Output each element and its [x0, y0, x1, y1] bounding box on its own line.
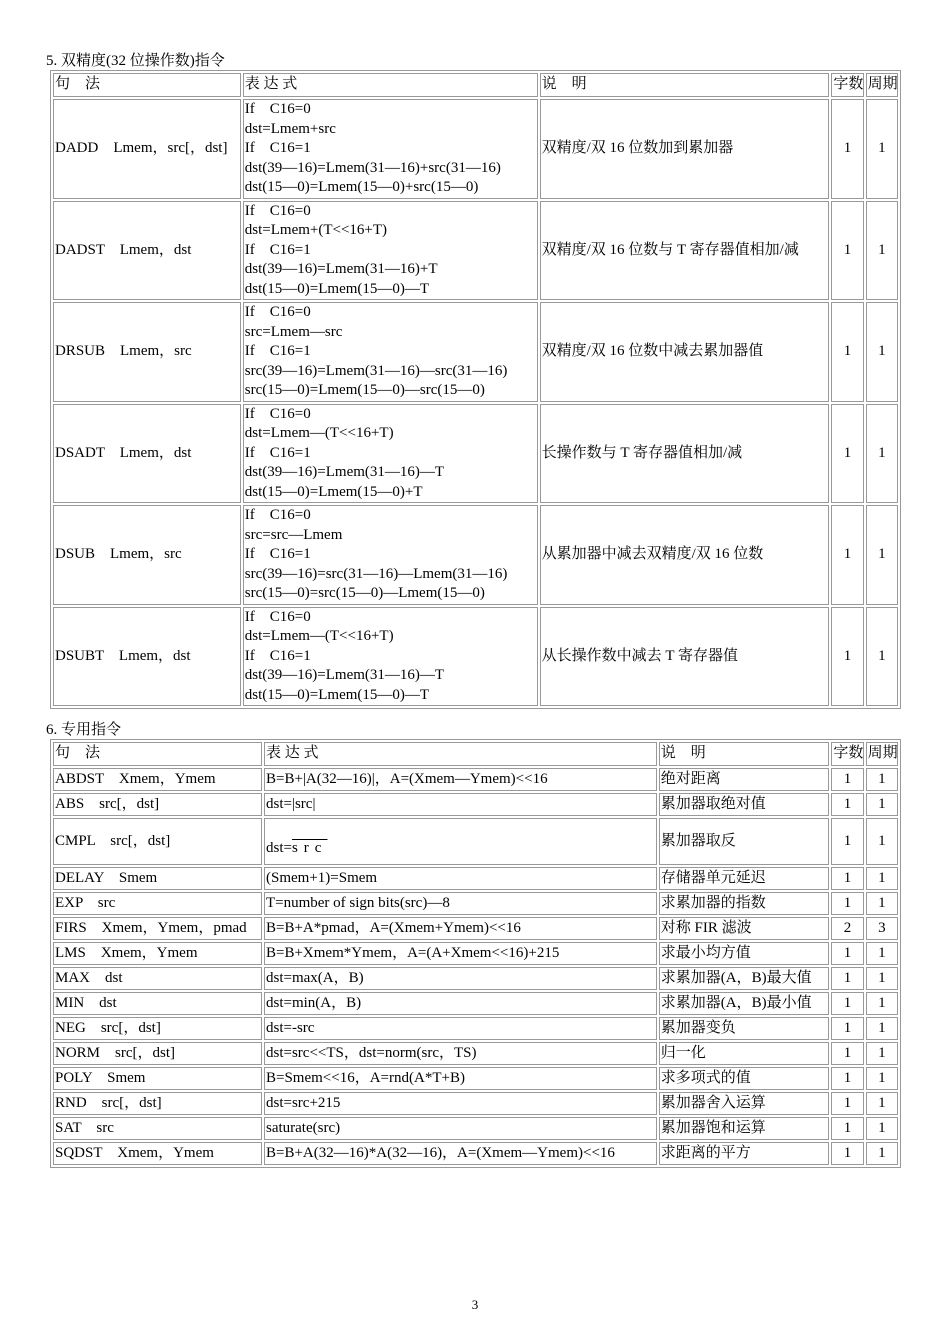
expression-line: If C16=1 [244, 140, 311, 156]
expression-line: If C16=0 [244, 304, 311, 320]
syntax-cell: POLY Smem [53, 1067, 262, 1090]
cycles-cell: 1 [866, 793, 898, 816]
words-cell: 1 [831, 1042, 863, 1065]
table-row [53, 302, 898, 402]
words-cell: 1 [831, 1092, 863, 1115]
expression-cell: dst=min(A，B) [264, 992, 657, 1015]
expression-line: src(39—16)=src(31—16)—Lmem(31—16) [244, 565, 508, 582]
description-cell: 归一化 [659, 1042, 830, 1065]
table-row [53, 1017, 898, 1040]
cycles-cell: 1 [866, 1142, 898, 1165]
syntax-cell: DSUB Lmem，src [53, 505, 241, 605]
expression-line: dst=Lmem—(T<<16+T) [244, 425, 394, 441]
words-cell: 1 [831, 768, 863, 791]
description-cell: 累加器饱和运算 [659, 1117, 830, 1140]
header-expression: 表 达 式 [243, 73, 538, 97]
expression-line: dst=Lmem+src [244, 120, 336, 137]
table-row [53, 505, 898, 605]
syntax-cell: DSUBT Lmem，dst [53, 607, 241, 707]
expression-line: If C16=1 [244, 546, 311, 562]
table-row [53, 201, 898, 301]
expression-cell [243, 607, 538, 707]
header-words: 字数 [831, 73, 863, 97]
expression-line: src(39—16)=Lmem(31—16)—src(31—16) [244, 362, 508, 379]
syntax-cell: NORM src[，dst] [53, 1042, 262, 1065]
syntax-cell: ABDST Xmem，Ymem [53, 768, 262, 791]
cycles-cell: 1 [866, 942, 898, 965]
description-cell: 双精度/双 16 位数加到累加器 [540, 99, 830, 199]
section-6-title: 6. 专用指令 [46, 722, 122, 738]
table-row [53, 892, 898, 915]
words-cell: 1 [831, 505, 863, 605]
expression-cell [243, 404, 538, 504]
expression-line: dst=Lmem+(T<<16+T) [244, 222, 388, 238]
syntax-cell: ABS src[，dst] [53, 793, 262, 816]
description-cell: 绝对距离 [659, 768, 830, 791]
description-cell: 存储器单元延迟 [659, 867, 830, 890]
table-row [53, 992, 898, 1015]
syntax-cell: MAX dst [53, 967, 262, 990]
description-cell: 求累加器的指数 [659, 892, 830, 915]
cycles-cell: 1 [866, 302, 898, 402]
table-header-row [53, 742, 898, 766]
expression-cell [243, 505, 538, 605]
table-row [53, 1067, 898, 1090]
cycles-cell: 1 [866, 1117, 898, 1140]
header-syntax: 句 法 [53, 742, 262, 766]
expression-line: dst(39—16)=Lmem(31—16)—T [244, 464, 445, 480]
expression-line: src=src—Lmem [244, 526, 343, 543]
syntax-cell: SAT src [53, 1117, 262, 1140]
description-cell: 累加器取反 [659, 818, 830, 865]
description-cell: 双精度/双 16 位数与 T 寄存器值相加/减 [540, 201, 830, 301]
expression-line: dst(15—0)=Lmem(15—0)+src(15—0) [244, 179, 479, 195]
words-cell: 1 [831, 302, 863, 402]
header-syntax: 句 法 [53, 73, 241, 97]
header-description: 说 明 [659, 742, 830, 766]
description-cell: 求距离的平方 [659, 1142, 830, 1165]
table-row [53, 1042, 898, 1065]
table-row [53, 607, 898, 707]
cycles-cell: 1 [866, 1092, 898, 1115]
expression-cell [243, 302, 538, 402]
words-cell: 1 [831, 99, 863, 199]
table-header-row [53, 73, 898, 97]
syntax-cell: MIN dst [53, 992, 262, 1015]
words-cell: 1 [831, 1067, 863, 1090]
description-cell: 长操作数与 T 寄存器值相加/减 [540, 404, 830, 504]
description-cell: 双精度/双 16 位数中减去累加器值 [540, 302, 830, 402]
table-row [53, 793, 898, 816]
description-cell: 累加器舍入运算 [659, 1092, 830, 1115]
expression-cell: dst=max(A，B) [264, 967, 657, 990]
header-cycles: 周期 [866, 73, 898, 97]
cycles-cell: 1 [866, 1042, 898, 1065]
expression-line: dst(15—0)=Lmem(15—0)+T [244, 483, 423, 500]
expression-cell: B=B+Xmem*Ymem，A=(A+Xmem<<16)+215 [264, 942, 657, 965]
header-description: 说 明 [540, 73, 830, 97]
syntax-cell: DADD Lmem，src[，dst] [53, 99, 241, 199]
words-cell: 1 [831, 818, 863, 865]
special-instructions-table [50, 739, 901, 1168]
expression-cell: (Smem+1)=Smem [264, 867, 657, 890]
words-cell: 1 [831, 793, 863, 816]
words-cell: 1 [831, 942, 863, 965]
section-5-title: 5. 双精度(32 位操作数)指令 [46, 53, 225, 69]
expression-line: src(15—0)=src(15—0)—Lmem(15—0) [244, 585, 485, 601]
header-cycles: 周期 [866, 742, 898, 766]
expression-cell: dst=-src [264, 1017, 657, 1040]
table-row [53, 404, 898, 504]
cycles-cell: 1 [866, 867, 898, 890]
words-cell: 2 [831, 917, 863, 940]
description-cell: 求最小均方值 [659, 942, 830, 965]
cycles-cell: 1 [866, 992, 898, 1015]
table-row [53, 1092, 898, 1115]
words-cell: 1 [831, 1117, 863, 1140]
syntax-cell: RND src[，dst] [53, 1092, 262, 1115]
table-row [53, 942, 898, 965]
expression-cell: dst=src+215 [264, 1092, 657, 1115]
expression-line: If C16=0 [244, 405, 311, 422]
expression-line: If C16=1 [244, 343, 311, 359]
table-row [53, 1142, 898, 1165]
words-cell: 1 [831, 1017, 863, 1040]
table-row [53, 917, 898, 940]
cycles-cell: 1 [866, 1067, 898, 1090]
words-cell: 1 [831, 892, 863, 915]
description-cell: 对称 FIR 滤波 [659, 917, 830, 940]
expression-line: dst(39—16)=Lmem(31—16)+T [244, 261, 438, 277]
cycles-cell: 1 [866, 505, 898, 605]
cycles-cell: 1 [866, 967, 898, 990]
expression-cell [243, 99, 538, 199]
cycles-cell: 3 [866, 917, 898, 940]
cycles-cell: 1 [866, 99, 898, 199]
expression-line: If C16=0 [244, 202, 311, 219]
syntax-cell: NEG src[，dst] [53, 1017, 262, 1040]
syntax-cell: EXP src [53, 892, 262, 915]
expression-cell: B=B+|A(32—16)|，A=(Xmem—Ymem)<<16 [264, 768, 657, 791]
syntax-cell: LMS Xmem，Ymem [53, 942, 262, 965]
expression-line: dst=Lmem—(T<<16+T) [244, 628, 394, 644]
header-words: 字数 [831, 742, 863, 766]
table-row [53, 967, 898, 990]
cycles-cell: 1 [866, 201, 898, 301]
expression-cell [264, 818, 657, 865]
words-cell: 1 [831, 201, 863, 301]
syntax-cell: FIRS Xmem，Ymem，pmad [53, 917, 262, 940]
words-cell: 1 [831, 967, 863, 990]
expression-line: dst(15—0)=Lmem(15—0)—T [244, 686, 430, 703]
table-row [53, 99, 898, 199]
syntax-cell: DRSUB Lmem，src [53, 302, 241, 402]
cycles-cell: 1 [866, 768, 898, 791]
syntax-cell: DSADT Lmem，dst [53, 404, 241, 504]
table-row [53, 818, 898, 865]
double-precision-table [50, 70, 901, 709]
description-cell: 累加器取绝对值 [659, 793, 830, 816]
cycles-cell: 1 [866, 892, 898, 915]
description-cell: 求累加器(A，B)最大值 [659, 967, 830, 990]
expression-cell: T=number of sign bits(src)—8 [264, 892, 657, 915]
expression-line: If C16=1 [244, 647, 311, 664]
expression-line: If C16=1 [244, 444, 311, 461]
words-cell: 1 [831, 607, 863, 707]
expression-cell: saturate(src) [264, 1117, 657, 1140]
description-cell: 从长操作数中减去 T 寄存器值 [540, 607, 830, 707]
description-cell: 累加器变负 [659, 1017, 830, 1040]
expression-line: If C16=0 [244, 608, 311, 625]
syntax-cell: DADST Lmem，dst [53, 201, 241, 301]
words-cell: 1 [831, 404, 863, 504]
cycles-cell: 1 [866, 607, 898, 707]
cycles-cell: 1 [866, 404, 898, 504]
table-row [53, 1117, 898, 1140]
words-cell: 1 [831, 1142, 863, 1165]
syntax-cell: CMPL src[，dst] [53, 818, 262, 865]
expression-prefix: dst= [265, 839, 292, 856]
header-expression: 表 达 式 [264, 742, 657, 766]
cycles-cell: 1 [866, 818, 898, 865]
page-number: 3 [471, 1297, 479, 1312]
expression-cell [243, 201, 538, 301]
table-row [53, 768, 898, 791]
expression-line: If C16=1 [244, 241, 311, 258]
description-cell: 求累加器(A，B)最小值 [659, 992, 830, 1015]
overline-src: $\overline{src}$ [291, 839, 328, 856]
words-cell: 1 [831, 867, 863, 890]
expression-line: dst(15—0)=Lmem(15—0)—T [244, 280, 430, 297]
expression-cell: B=B+A(32—16)*A(32—16)，A=(Xmem—Ymem)<<16 [264, 1142, 657, 1165]
description-cell: 从累加器中减去双精度/双 16 位数 [540, 505, 830, 605]
expression-line: dst(39—16)=Lmem(31—16)—T [244, 667, 445, 683]
expression-line: If C16=0 [244, 101, 311, 117]
expression-cell: B=Smem<<16，A=rnd(A*T+B) [264, 1067, 657, 1090]
expression-cell: dst=src<<TS，dst=norm(src，TS) [264, 1042, 657, 1065]
expression-cell: dst=|src| [264, 793, 657, 816]
expression-line: src(15—0)=Lmem(15—0)—src(15—0) [244, 382, 485, 398]
expression-line: If C16=0 [244, 507, 311, 523]
expression-line: dst(39—16)=Lmem(31—16)+src(31—16) [244, 159, 501, 176]
table-row [53, 867, 898, 890]
syntax-cell: DELAY Smem [53, 867, 262, 890]
expression-cell: B=B+A*pmad，A=(Xmem+Ymem)<<16 [264, 917, 657, 940]
expression-line: src=Lmem—src [244, 323, 343, 340]
cycles-cell: 1 [866, 1017, 898, 1040]
words-cell: 1 [831, 992, 863, 1015]
description-cell: 求多项式的值 [659, 1067, 830, 1090]
syntax-cell: SQDST Xmem，Ymem [53, 1142, 262, 1165]
